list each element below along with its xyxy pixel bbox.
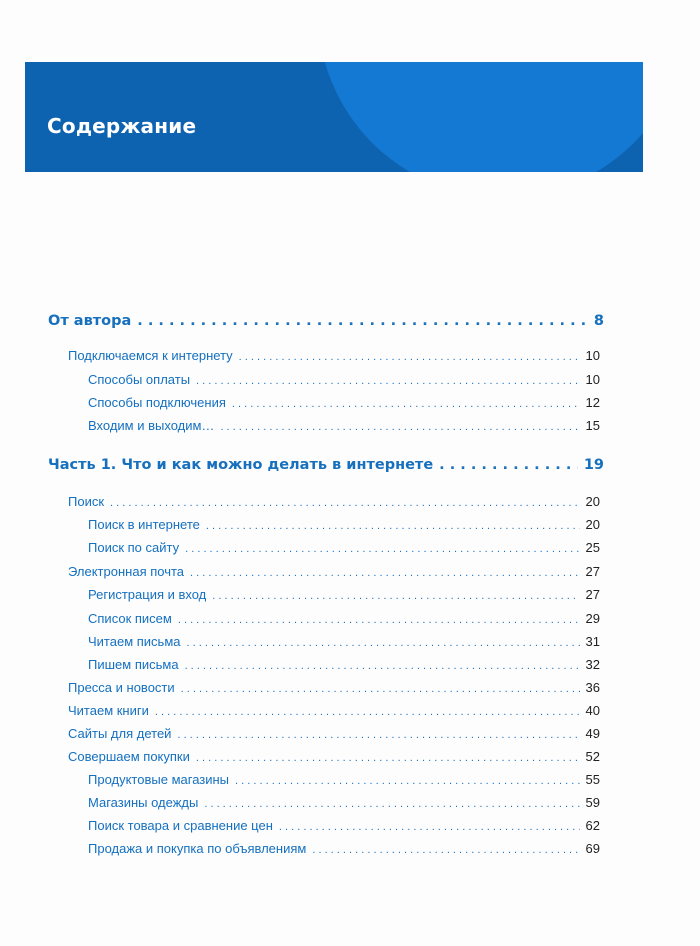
- toc-section-entry[interactable]: [88, 634, 600, 649]
- toc-page-number: 10: [585, 348, 600, 363]
- toc-dot-leader: [181, 683, 580, 695]
- toc-page-number: 40: [585, 703, 600, 718]
- toc-page-number: 49: [585, 726, 600, 741]
- toc-page-number: 20: [585, 517, 600, 532]
- toc-page-number: 27: [585, 587, 600, 602]
- toc-chapter-entry[interactable]: [68, 726, 600, 741]
- toc-page-number: 31: [585, 634, 600, 649]
- header-decorative-circle: [318, 62, 643, 172]
- toc-entry-title: Читаем книги: [68, 703, 149, 718]
- toc-chapter-entry[interactable]: [68, 564, 600, 579]
- toc-chapter-entry[interactable]: [68, 348, 600, 363]
- toc-entry-title: Электронная почта: [68, 564, 185, 579]
- toc-entry-title: Пишем письма: [88, 657, 179, 672]
- toc-page-number: 29: [585, 611, 600, 626]
- toc-entry-title: Совершаем покупки: [68, 749, 190, 764]
- toc-dot-leader: [110, 497, 580, 509]
- toc-page-number: 36: [585, 680, 600, 695]
- toc-section-entry[interactable]: [88, 540, 600, 555]
- toc-chapter-entry[interactable]: [68, 680, 600, 695]
- toc-dot-leader: [239, 351, 580, 363]
- toc-dot-leader: [190, 567, 580, 579]
- toc-part-entry[interactable]: [48, 457, 604, 473]
- toc-entry-title: Список писем: [88, 611, 172, 626]
- toc-dot-leader: [196, 375, 579, 387]
- toc-entry-title: Регистрация и вход: [88, 587, 207, 602]
- toc-entry-title: Магазины одежды: [88, 795, 199, 810]
- toc-entry-title: Способы оплаты: [88, 372, 191, 387]
- toc-entry-title: Продажа и покупка по объявлениям: [88, 841, 307, 856]
- toc-section-entry[interactable]: [88, 611, 600, 626]
- toc-dot-leader: [220, 421, 579, 433]
- toc-section-entry[interactable]: [88, 818, 600, 833]
- toc-section-entry[interactable]: [88, 517, 600, 532]
- toc-dot-leader: [177, 729, 579, 741]
- contents-header-band: [25, 62, 643, 172]
- toc-section-entry[interactable]: [88, 841, 600, 856]
- toc-section-entry[interactable]: [88, 418, 600, 433]
- toc-page-number: 15: [585, 418, 600, 433]
- toc-chapter-entry[interactable]: [68, 494, 600, 509]
- toc-part-entry[interactable]: [48, 313, 604, 329]
- toc-dot-leader: [206, 520, 580, 532]
- toc-entry-title: Способы подключения: [88, 395, 226, 410]
- toc-page-number: 27: [585, 564, 600, 579]
- toc-entry-title: Читаем письма: [88, 634, 181, 649]
- toc-section-entry[interactable]: [88, 372, 600, 387]
- toc-page-number: 52: [585, 749, 600, 764]
- toc-dot-leader: [178, 614, 580, 626]
- toc-entry-title: От автора: [48, 313, 132, 329]
- page-title: Содержание: [47, 114, 197, 138]
- toc-dot-leader: [185, 660, 580, 672]
- toc-chapter-entry[interactable]: [68, 703, 600, 718]
- toc-page-number: 20: [585, 494, 600, 509]
- toc-page-number: 8: [593, 313, 604, 329]
- toc-entry-title: Продуктовые магазины: [88, 772, 230, 787]
- toc-entry-title: Часть 1. Что и как можно делать в интернете: [48, 457, 434, 473]
- toc-section-entry[interactable]: [88, 587, 600, 602]
- toc-dot-leader: [196, 752, 580, 764]
- toc-entry-title: Поиск по сайту: [88, 540, 180, 555]
- toc-dot-leader: [439, 457, 578, 473]
- toc-page-number: 62: [585, 818, 600, 833]
- toc-dot-leader: [235, 775, 580, 787]
- toc-page-number: 69: [585, 841, 600, 856]
- toc-section-entry[interactable]: [88, 795, 600, 810]
- toc-entry-title: Подключаемся к интернету: [68, 348, 233, 363]
- toc-page-number: 12: [585, 395, 600, 410]
- toc-chapter-entry[interactable]: [68, 749, 600, 764]
- toc-entry-title: Входим и выходим…: [88, 418, 215, 433]
- toc-page-number: 55: [585, 772, 600, 787]
- toc-dot-leader: [212, 590, 579, 602]
- toc-section-entry[interactable]: [88, 772, 600, 787]
- toc-dot-leader: [185, 543, 579, 555]
- toc-section-entry[interactable]: [88, 657, 600, 672]
- toc-entry-title: Поиск в интернете: [88, 517, 200, 532]
- toc-section-entry[interactable]: [88, 395, 600, 410]
- toc-page-number: 59: [585, 795, 600, 810]
- toc-dot-leader: [204, 798, 579, 810]
- toc-dot-leader: [279, 821, 580, 833]
- toc-entry-title: Поиск товара и сравнение цен: [88, 818, 273, 833]
- toc-page-number: 19: [583, 457, 604, 473]
- toc-dot-leader: [232, 398, 580, 410]
- toc-dot-leader: [137, 313, 588, 329]
- toc-dot-leader: [155, 706, 580, 718]
- toc-dot-leader: [312, 844, 579, 856]
- toc-page-number: 32: [585, 657, 600, 672]
- toc-entry-title: Сайты для детей: [68, 726, 172, 741]
- toc-page-number: 25: [585, 540, 600, 555]
- toc-entry-title: Поиск: [68, 494, 105, 509]
- toc-page-number: 10: [585, 372, 600, 387]
- toc-entry-title: Пресса и новости: [68, 680, 175, 695]
- toc-dot-leader: [187, 637, 580, 649]
